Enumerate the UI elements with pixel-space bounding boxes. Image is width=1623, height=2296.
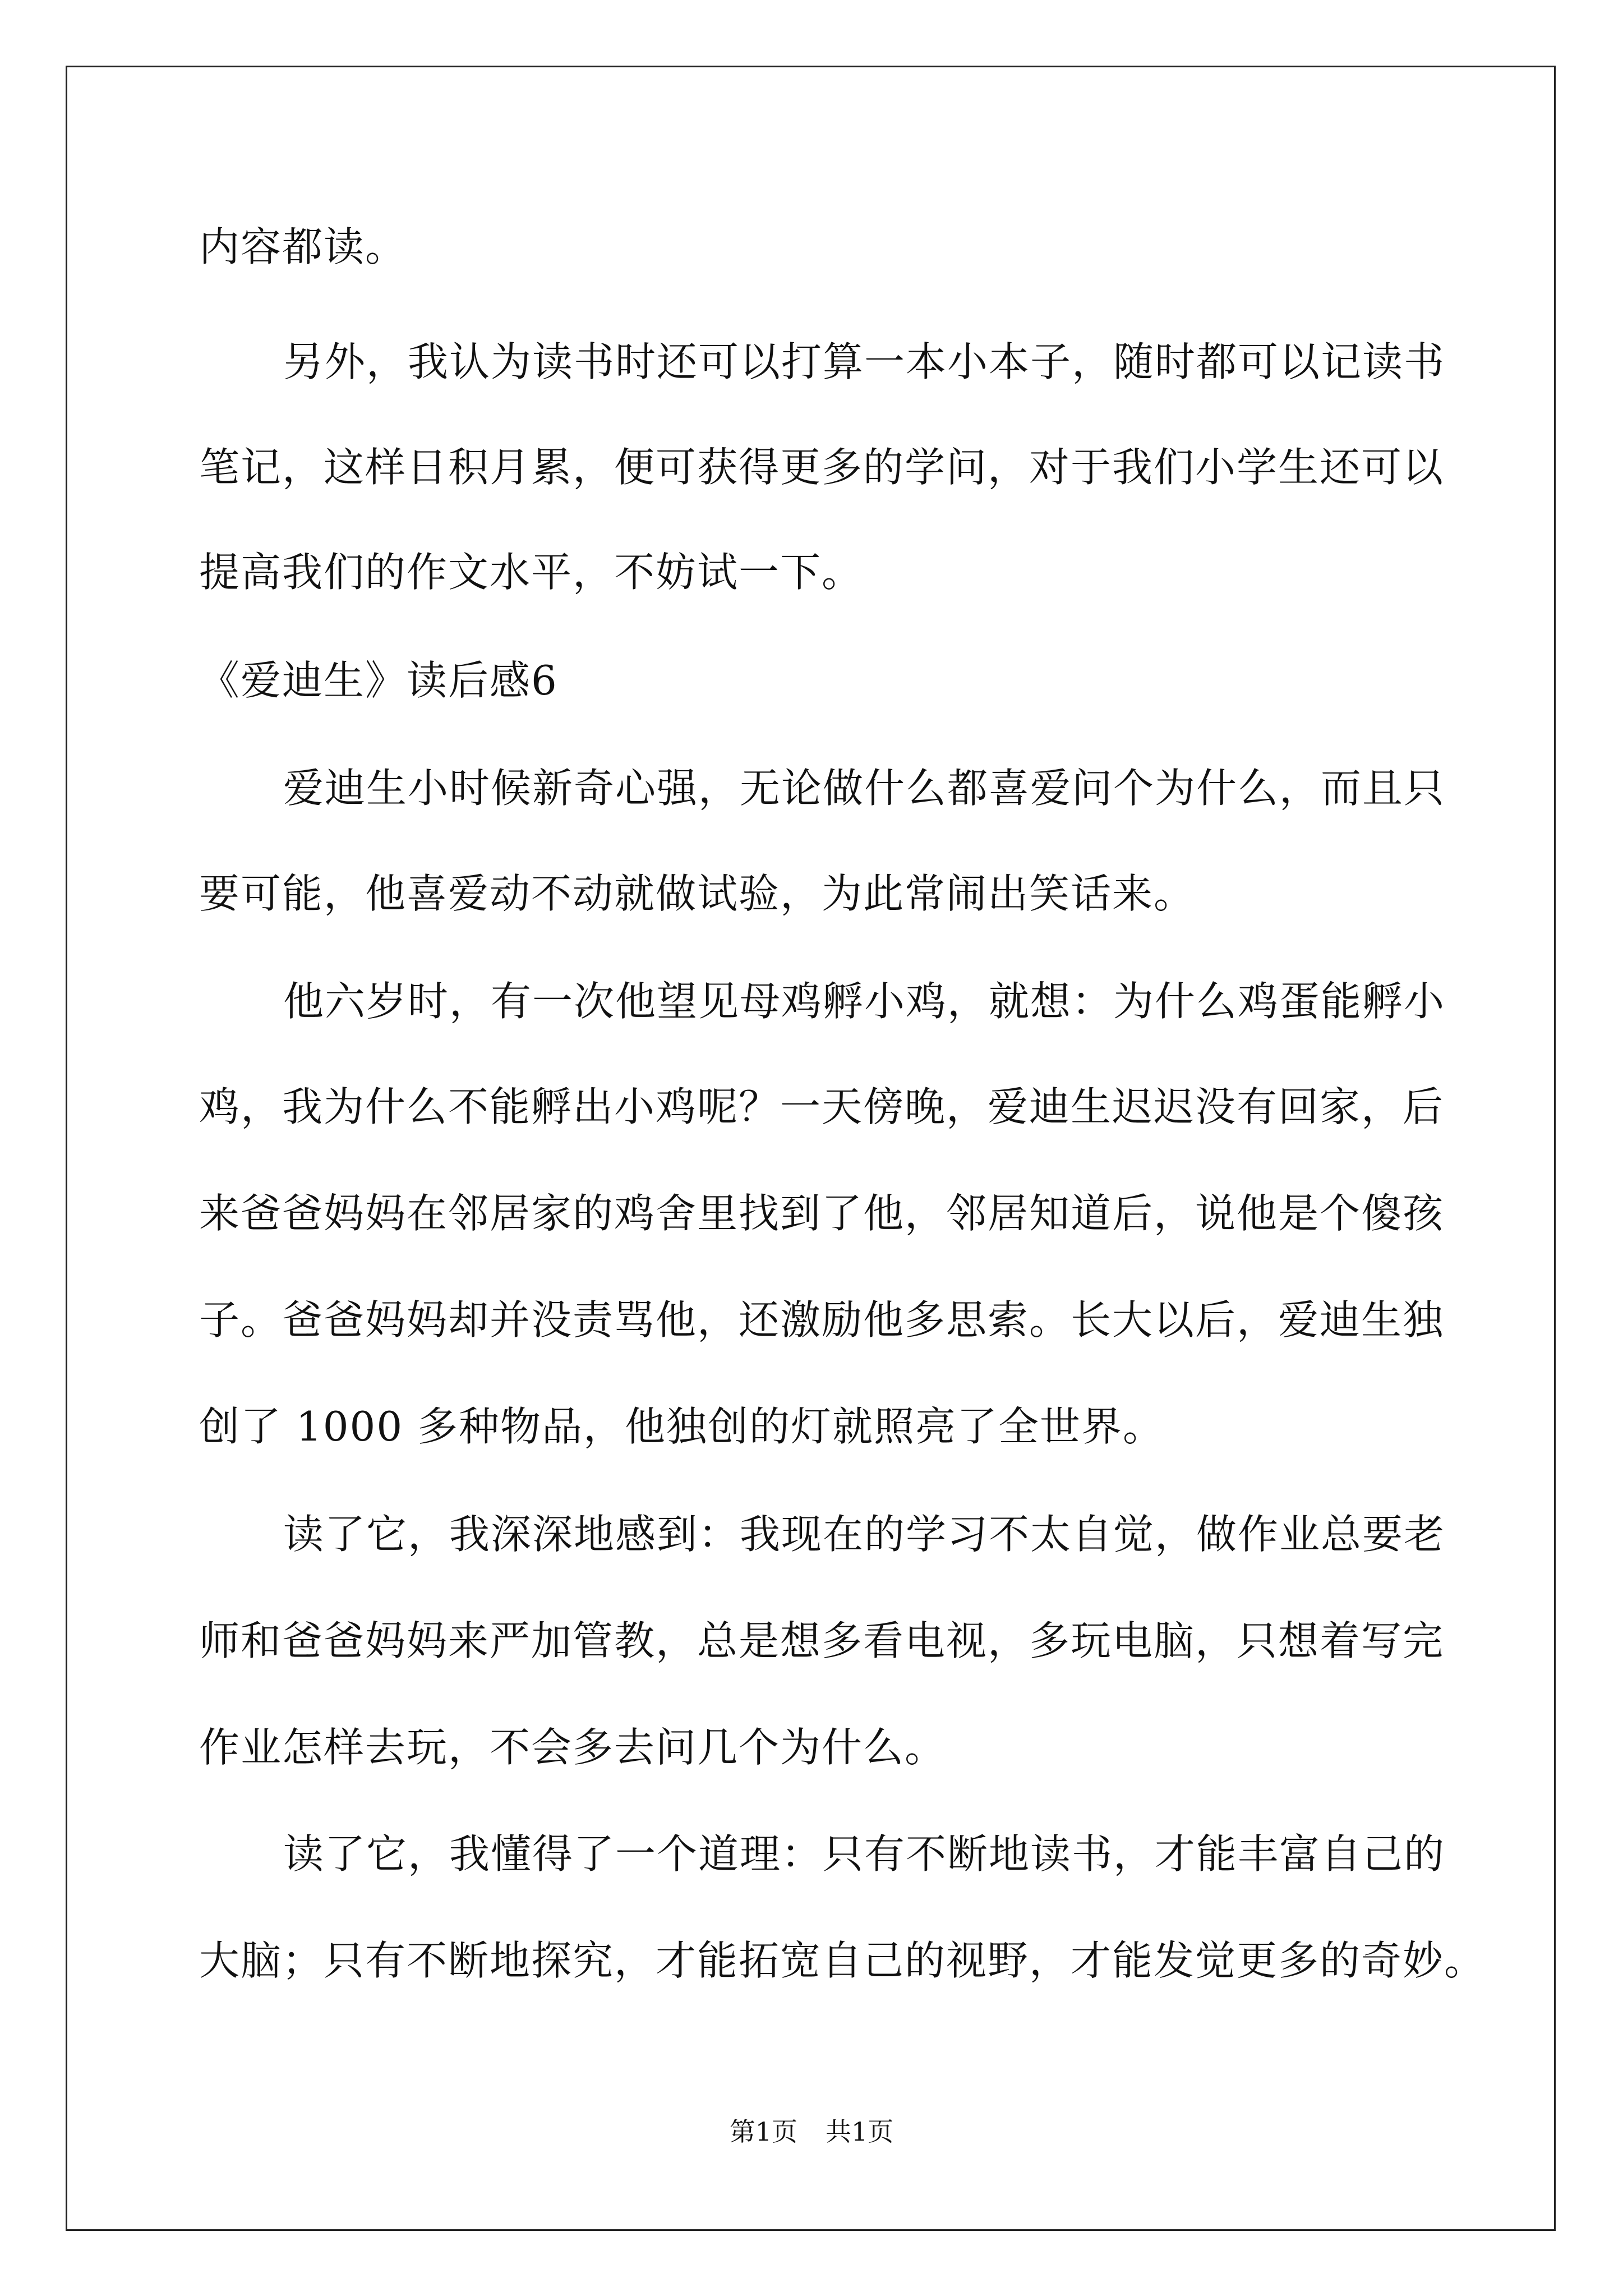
paragraph-line: 师和爸爸妈妈来严加管教，总是想多看电视，多玩电脑，只想着写完 bbox=[199, 1617, 1445, 1664]
paragraph-line: 读了它，我懂得了一个道理：只有不断地读书，才能丰富自己的 bbox=[283, 1830, 1446, 1878]
section-heading: 《爱迪生》读后感6 bbox=[199, 657, 558, 704]
page-footer bbox=[0, 2115, 1623, 2148]
paragraph-line: 笔记，这样日积月累，便可获得更多的学问，对于我们小学生还可以 bbox=[199, 444, 1445, 491]
paragraph-line: 内容都读。 bbox=[199, 223, 407, 270]
page-border bbox=[66, 66, 1556, 2231]
paragraph-line: 来爸爸妈妈在邻居家的鸡舍里找到了他，邻居知道后，说他是个傻孩 bbox=[199, 1190, 1445, 1237]
page-number-current: 第1页 bbox=[729, 2116, 797, 2147]
paragraph-line: 读了它，我深深地感到：我现在的学习不太自觉，做作业总要老 bbox=[283, 1511, 1446, 1558]
paragraph-line: 大脑；只有不断地探究，才能拓宽自己的视野，才能发觉更多的奇妙。 bbox=[199, 1937, 1486, 1984]
paragraph-line: 他六岁时，有一次他望见母鸡孵小鸡，就想：为什么鸡蛋能孵小 bbox=[283, 978, 1446, 1025]
page-number-total: 共1页 bbox=[826, 2116, 894, 2147]
paragraph-line: 鸡，我为什么不能孵出小鸡呢？一天傍晚，爱迪生迟迟没有回家，后 bbox=[199, 1083, 1445, 1130]
paragraph-line: 作业怎样去玩，不会多去问几个为什么。 bbox=[199, 1724, 947, 1771]
paragraph-line: 爱迪生小时候新奇心强，无论做什么都喜爱问个为什么，而且只 bbox=[283, 765, 1446, 812]
paragraph-line: 另外，我认为读书时还可以打算一本小本子，随时都可以记读书 bbox=[283, 338, 1446, 385]
paragraph-line: 要可能，他喜爱动不动就做试验，为此常闹出笑话来。 bbox=[199, 870, 1196, 917]
paragraph-line: 提高我们的作文水平，不妨试一下。 bbox=[199, 549, 864, 596]
paragraph-line: 创了 1000 多种物品，他独创的灯就照亮了全世界。 bbox=[199, 1403, 1165, 1450]
paragraph-line: 子。爸爸妈妈却并没责骂他，还激励他多思索。长大以后，爱迪生独 bbox=[199, 1296, 1445, 1343]
